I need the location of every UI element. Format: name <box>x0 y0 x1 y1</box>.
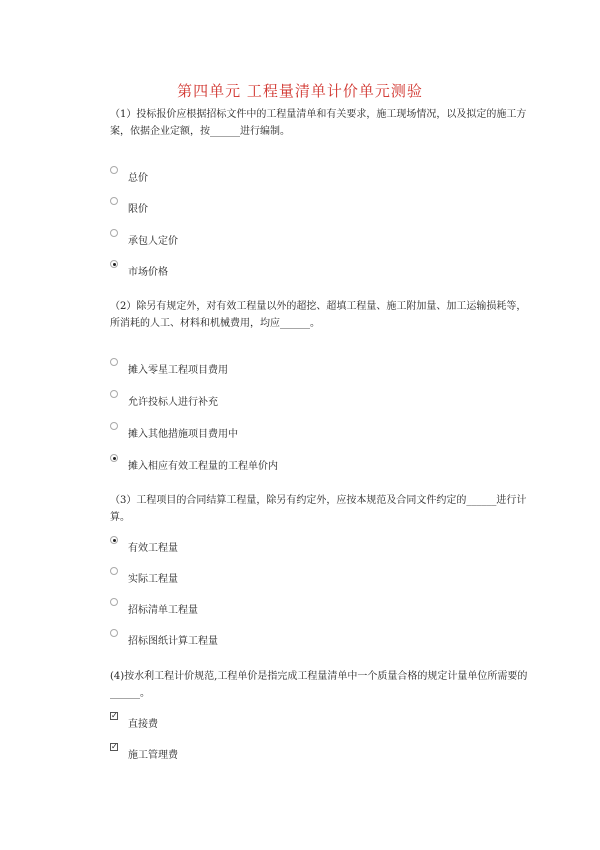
q2-option-3[interactable] <box>110 424 238 440</box>
option-label: 承包人定价 <box>128 235 178 247</box>
q3-option-2[interactable] <box>110 569 178 585</box>
radio-button[interactable] <box>110 390 118 398</box>
option-label: 限价 <box>128 203 148 215</box>
question-2-text: （2）除另有规定外，对有效工程量以外的超挖、超填工程量、施工附加量、加工运输损耗等，所消耗的人工、材料和机械费用，均应______。 <box>110 301 527 329</box>
q1-option-3[interactable] <box>110 231 178 247</box>
q1-option-1[interactable] <box>110 168 148 184</box>
option-label: 摊入零星工程项目费用 <box>128 364 228 376</box>
q1-option-2[interactable] <box>110 199 148 215</box>
checkbox-checked-icon[interactable]: ✓ <box>111 711 118 720</box>
radio-button[interactable] <box>110 166 118 174</box>
q3-option-4[interactable] <box>110 631 218 647</box>
option-label: 摊入其他措施项目费用中 <box>128 428 238 440</box>
option-label: 招标图纸计算工程量 <box>128 635 218 647</box>
option-label: 实际工程量 <box>128 573 178 585</box>
q4-option-1[interactable] <box>110 711 158 730</box>
radio-button-selected[interactable] <box>110 260 118 268</box>
radio-button[interactable] <box>110 197 118 205</box>
option-label: 市场价格 <box>128 266 168 278</box>
radio-button[interactable] <box>110 229 118 237</box>
q4-option-2[interactable] <box>110 742 178 761</box>
question-3-text: （3）工程项目的合同结算工程量，除另有约定外，应按本规范及合同文件约定的______进行计算。 <box>110 495 527 523</box>
q2-option-2[interactable] <box>110 392 218 408</box>
question-1-text: （1）投标报价应根据招标文件中的工程量清单和有关要求，施工现场情况，以及拟定的施工方案，依据企业定额，按______进行编制。 <box>110 109 527 137</box>
question-4-text: (4)按水利工程计价规范,工程单价是指完成工程量清单中一个质量合格的规定计量单位所需要的______。 <box>110 671 528 699</box>
radio-button[interactable] <box>110 422 118 430</box>
option-label: 总价 <box>128 172 148 184</box>
page-title: 第四单元 工程量清单计价单元测验 <box>177 82 423 100</box>
option-label: 招标清单工程量 <box>128 604 198 616</box>
option-label: 摊入相应有效工程量的工程单价内 <box>128 460 278 472</box>
option-label: 允许投标人进行补充 <box>128 396 218 408</box>
option-label: 有效工程量 <box>128 542 178 554</box>
radio-button-selected[interactable] <box>110 536 118 544</box>
q2-option-4[interactable] <box>110 456 278 472</box>
radio-button[interactable] <box>110 358 118 366</box>
q2-option-1[interactable] <box>110 360 228 376</box>
radio-button-selected[interactable] <box>110 454 118 462</box>
checkbox-checked-icon[interactable]: ✓ <box>111 742 118 751</box>
q3-option-1[interactable] <box>110 538 178 554</box>
option-label: 直接费 <box>128 718 158 730</box>
q1-option-4[interactable] <box>110 262 168 278</box>
q3-option-3[interactable] <box>110 600 198 616</box>
radio-button[interactable] <box>110 598 118 606</box>
radio-button[interactable] <box>110 629 118 637</box>
option-label: 施工管理费 <box>128 749 178 761</box>
radio-button[interactable] <box>110 567 118 575</box>
